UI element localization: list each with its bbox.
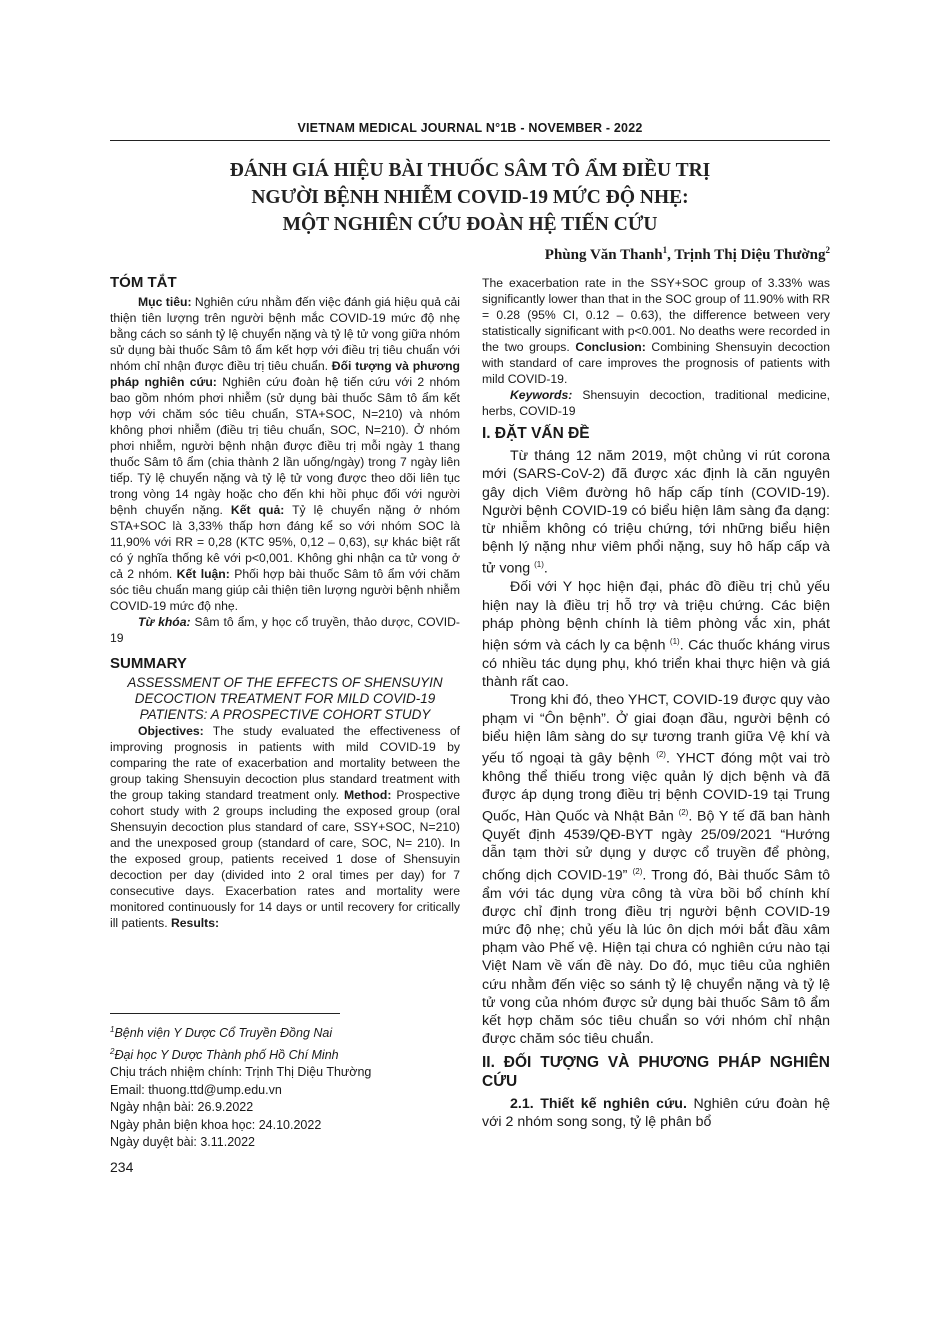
right-column <box>482 275 830 1131</box>
conclusion-text: Phối hợp bài thuốc Sâm tô ẩm với chăm sóc tiêu chuẩn mang giúp cải thiện tiên lượng người bệnh nhiễm COVID-19 mức độ nhẹ. <box>110 567 461 613</box>
keywords-en <box>482 387 830 419</box>
results-label: Kết quả: <box>230 503 285 517</box>
affiliation-marker: 2 <box>825 245 830 255</box>
method-text: Prospective cohort study with 2 groups including the exposed group (oral Shensuyin decoction plus standard of care, SSY+SOC, N=210) and the unexposed group (standard of care, SOC, N= 210). In the exposed group, patients received 1 dose of Shensuyin decoction per day (divided into 2 oral times per day) for 7 consecutive days. Exacerbation rates and mortality were monitored continuously for 14 days or until recovery for critically ill patients. <box>110 788 461 930</box>
keywords-vi <box>110 614 460 646</box>
abstract-heading: TÓM TẮT <box>110 274 177 291</box>
objective-label: Mục tiêu: <box>138 295 192 309</box>
header-rule <box>110 140 830 141</box>
page-number: 234 <box>110 1159 134 1175</box>
review-date: Ngày phản biện khoa học: 24.10.2022 <box>110 1117 322 1132</box>
author-separator: , <box>667 247 675 263</box>
intro-text: Đối với Y học hiện đại, phác đồ điều trị chủ yếu hiện nay là điều trị hỗ trợ và triệu chứng. Các biện pháp phòng bệnh chính là tiêm phòng vắc xin, phát hiện sớm và cách ly ca bệnh <box>482 579 830 654</box>
author-name: Trịnh Thị Diệu Thường <box>674 247 826 263</box>
left-column <box>110 275 460 931</box>
footnote-rule <box>110 1013 340 1014</box>
title-line-3: MỘT NGHIÊN CỨU ĐOÀN HỆ TIẾN CỨU <box>282 214 658 235</box>
objective-text: Nghiên cứu nhằm đến việc đánh giá hiệu quả cải thiện tiên lượng trên người bệnh mắc COVID-19 mức độ nhẹ bằng cách so sánh tỷ lệ chuyển nặng và tỷ lệ tử vong giữa nhóm sử dụng bài thuốc Sâm tô ẩm kết hợp với điều trị tiêu chuẩn với nhóm chỉ nhận được điều trị tiêu chuẩn. <box>110 295 460 373</box>
summary-heading: SUMMARY <box>110 655 187 672</box>
corresponding-author: Chịu trách nhiệm chính: Trịnh Thị Diệu Thường <box>110 1065 372 1080</box>
intro-paragraph-2 <box>482 578 830 691</box>
english-title: ASSESSMENT OF THE EFFECTS OF SHENSUYIN DECOCTION TREATMENT FOR MILD COVID-19 PATIENTS: A PROSPECTIVE COHORT STUDY <box>127 675 443 722</box>
abstract-vi-body <box>110 294 460 614</box>
article-title <box>110 157 830 238</box>
title-line-2: NGƯỜI BỆNH NHIỄM COVID-19 MỨC ĐỘ NHẸ: <box>251 187 689 208</box>
author-name: Phùng Văn Thanh <box>544 247 663 263</box>
conclusion-label: Kết luận: <box>176 567 230 581</box>
received-date: Ngày nhận bài: 26.9.2022 <box>110 1100 254 1115</box>
section-2-heading: II. ĐỐI TƯỢNG VÀ PHƯƠNG PHÁP NGHIÊN CỨU <box>482 1054 830 1090</box>
affiliation-marker: 1 <box>662 245 668 255</box>
results-label-en: Results: <box>170 916 220 930</box>
subsection-text: Nghiên cứu đoàn hệ với 2 nhóm song song, tỷ lệ phân bổ <box>482 1095 830 1130</box>
intro-paragraph-3 <box>482 691 830 1048</box>
intro-paragraph-1 <box>482 447 830 578</box>
conclusion-label-en: Conclusion: <box>575 340 646 354</box>
results-text: Tỷ lệ chuyển nặng ở nhóm STA+SOC là 3,33% thấp hơn đáng kể so với nhóm SOC là 11,90% với RR = 0,28 (KTC 95%, 0,12 – 0,63), sự khác biệt rất có ý nghĩa thống kê với p<0,001. Không ghi nhận ca tử vong ở cả 2 nhóm. <box>110 503 461 581</box>
summary-body <box>110 723 460 931</box>
citation: (1) <box>534 560 544 570</box>
running-head: VIETNAM MEDICAL JOURNAL N°1B - NOVEMBER - 2022 <box>297 121 643 135</box>
methods-label: Đối tượng và phương pháp nghiên cứu: <box>110 359 460 389</box>
objectives-text: The study evaluated the effectiveness of improving prognosis in patients with mild COVID-19 by comparing the rate of exacerbation and mortality between the group taking Shensuyin decoction plus standard treatment with the group taking standard treatment only. <box>110 724 460 802</box>
keywords-label: Từ khóa: <box>138 615 191 629</box>
intro-text: . Trong đó, Bài thuốc Sâm tô ẩm với tác dụng vừa công tà vừa bồi bổ chính khí được chỉ định trong điều trị người bệnh COVID-19 mức độ nhẹ; chủ yếu là lúc ôn dịch mới bắt đầu xâm phạm vào Phế vệ. Hiện tại chưa có nghiên cứu nào tại Việt Nam về vấn đề này. Do đó, mục tiêu của nghiên cứu nhằm đến việc so sánh tỷ lệ chuyển nặng và tỷ lệ tử vong của nhóm được sử dụng bài thuốc Sâm tô ẩm kết hợp chăm sóc tiêu chuẩn so với nhóm chỉ nhận được chăm sóc tiêu chuẩn. <box>482 867 831 1048</box>
subsection-label: 2.1. Thiết kế nghiên cứu. <box>510 1095 687 1112</box>
footnotes <box>110 1021 470 1152</box>
affiliation-1 <box>110 1021 470 1043</box>
citation: (1) <box>669 636 680 646</box>
email: Email: thuong.ttd@ump.edu.vn <box>110 1082 282 1097</box>
citation: (2) <box>632 866 643 876</box>
keywords-text: Sâm tô ẩm, y học cổ truyền, thảo dược, COVID-19 <box>110 615 460 645</box>
affiliation-2 <box>110 1043 470 1065</box>
intro-text: Từ tháng 12 năm 2019, một chủng vi rút corona mới (SARS-CoV-2) đã được xác định là căn nguyên gây dịch Viêm đường hô hấp cấp tính (COVID-19). Người bệnh COVID-19 có biểu hiện lâm sàng đa dạng: từ nhiễm không có triệu chứng, tới những biểu hiện bệnh lý nặng như viêm phổi nặng, suy hô hấp cấp và tử vong <box>482 448 830 578</box>
intro-text: . Bộ Y tế đã ban hành Quyết định 4539/QĐ-BYT ngày 25/09/2021 “Hướng dẫn tạm thời sử dụng y dược cổ truyền để phòng, chống dịch COVID-19” <box>482 809 830 884</box>
introduction-section <box>482 425 830 1131</box>
results-text-en: The exacerbation rate in the SSY+SOC group of 3.33% was significantly lower than that in the SOC group of 11.90% with RR = 0.28 (95% CI, 0.12 – 0.63), the difference between very statistically significant with p<0.001. No deaths were recorded in the two groups. <box>482 276 830 354</box>
author-list <box>545 245 830 264</box>
keywords-text-en: Shensuyin decoction, traditional medicine, herbs, COVID-19 <box>482 388 830 418</box>
citation: (2) <box>656 749 666 759</box>
summary-continued <box>482 275 830 387</box>
citation: (2) <box>678 808 689 818</box>
affiliation-text: Đại học Y Dược Thành phố Hồ Chí Minh <box>114 1047 339 1062</box>
methods-text: Nghiên cứu đoàn hệ tiến cứu với 2 nhóm bao gồm nhóm phơi nhiễm (sử dụng bài thuốc Sâm tô ẩm kết hợp với chăm sóc tiêu chuẩn, STA+SOC, N=210) và nhóm không phơi nhiễm (điều trị tiêu chuẩn, SOC, N=210). Ở nhóm phơi nhiễm, người bệnh nhận được điều trị mỗi ngày 1 thang thuốc Sâm tô ẩm (chia thành 2 lần uống/ngày) trong 7 ngày liên tiếp. Tỷ lệ chuyển nặng và tỷ lệ tử vong được theo dõi liên tục trong vòng 14 ngày hoặc cho đến khi hồi phục đối với người bệnh chuyển nặng. <box>110 375 460 517</box>
affiliation-text: Bệnh viện Y Dược Cổ Truyền Đồng Nai <box>114 1026 333 1041</box>
conclusion-text-en: Combining Shensuyin decoction with standard of care improves the prognosis of patients with mild COVID-19. <box>482 340 830 386</box>
objectives-label: Objectives: <box>138 724 204 738</box>
affiliation-number: 1 <box>110 1025 115 1034</box>
intro-text: Trong khi đó, theo YHCT, COVID-19 được quy vào phạm vi “Ôn bệnh”. Ở giai đoạn đầu, người bệnh có biểu hiện lâm sàng do sự tương tranh giữa Vệ khí và yếu tố ngoại tà gây bệnh <box>482 692 830 767</box>
intro-text: . Các thuốc kháng virus có nhiều tác dụng phụ, khó triển khai thực hiện và giá thành rất cao. <box>482 637 830 691</box>
methods-paragraph <box>482 1095 830 1131</box>
method-label: Method: <box>344 788 392 802</box>
section-1-heading: I. ĐẶT VẤN ĐỀ <box>482 425 590 442</box>
accepted-date: Ngày duyệt bài: 3.11.2022 <box>110 1135 256 1150</box>
affiliation-number: 2 <box>110 1046 115 1056</box>
title-line-1: ĐÁNH GIÁ HIỆU BÀI THUỐC SÂM TÔ ẨM ĐIỀU TRỊ <box>229 160 711 181</box>
intro-text: . YHCT đóng một vai trò không thể thiếu trong việc quản lý dịch bệnh và đã được áp dụng trong điều trị bệnh COVID-19 tại Trung Quốc, Hàn Quốc và Nhật Bản <box>482 750 830 825</box>
intro-text: . <box>543 561 548 578</box>
keywords-label-en: Keywords: <box>510 388 573 402</box>
